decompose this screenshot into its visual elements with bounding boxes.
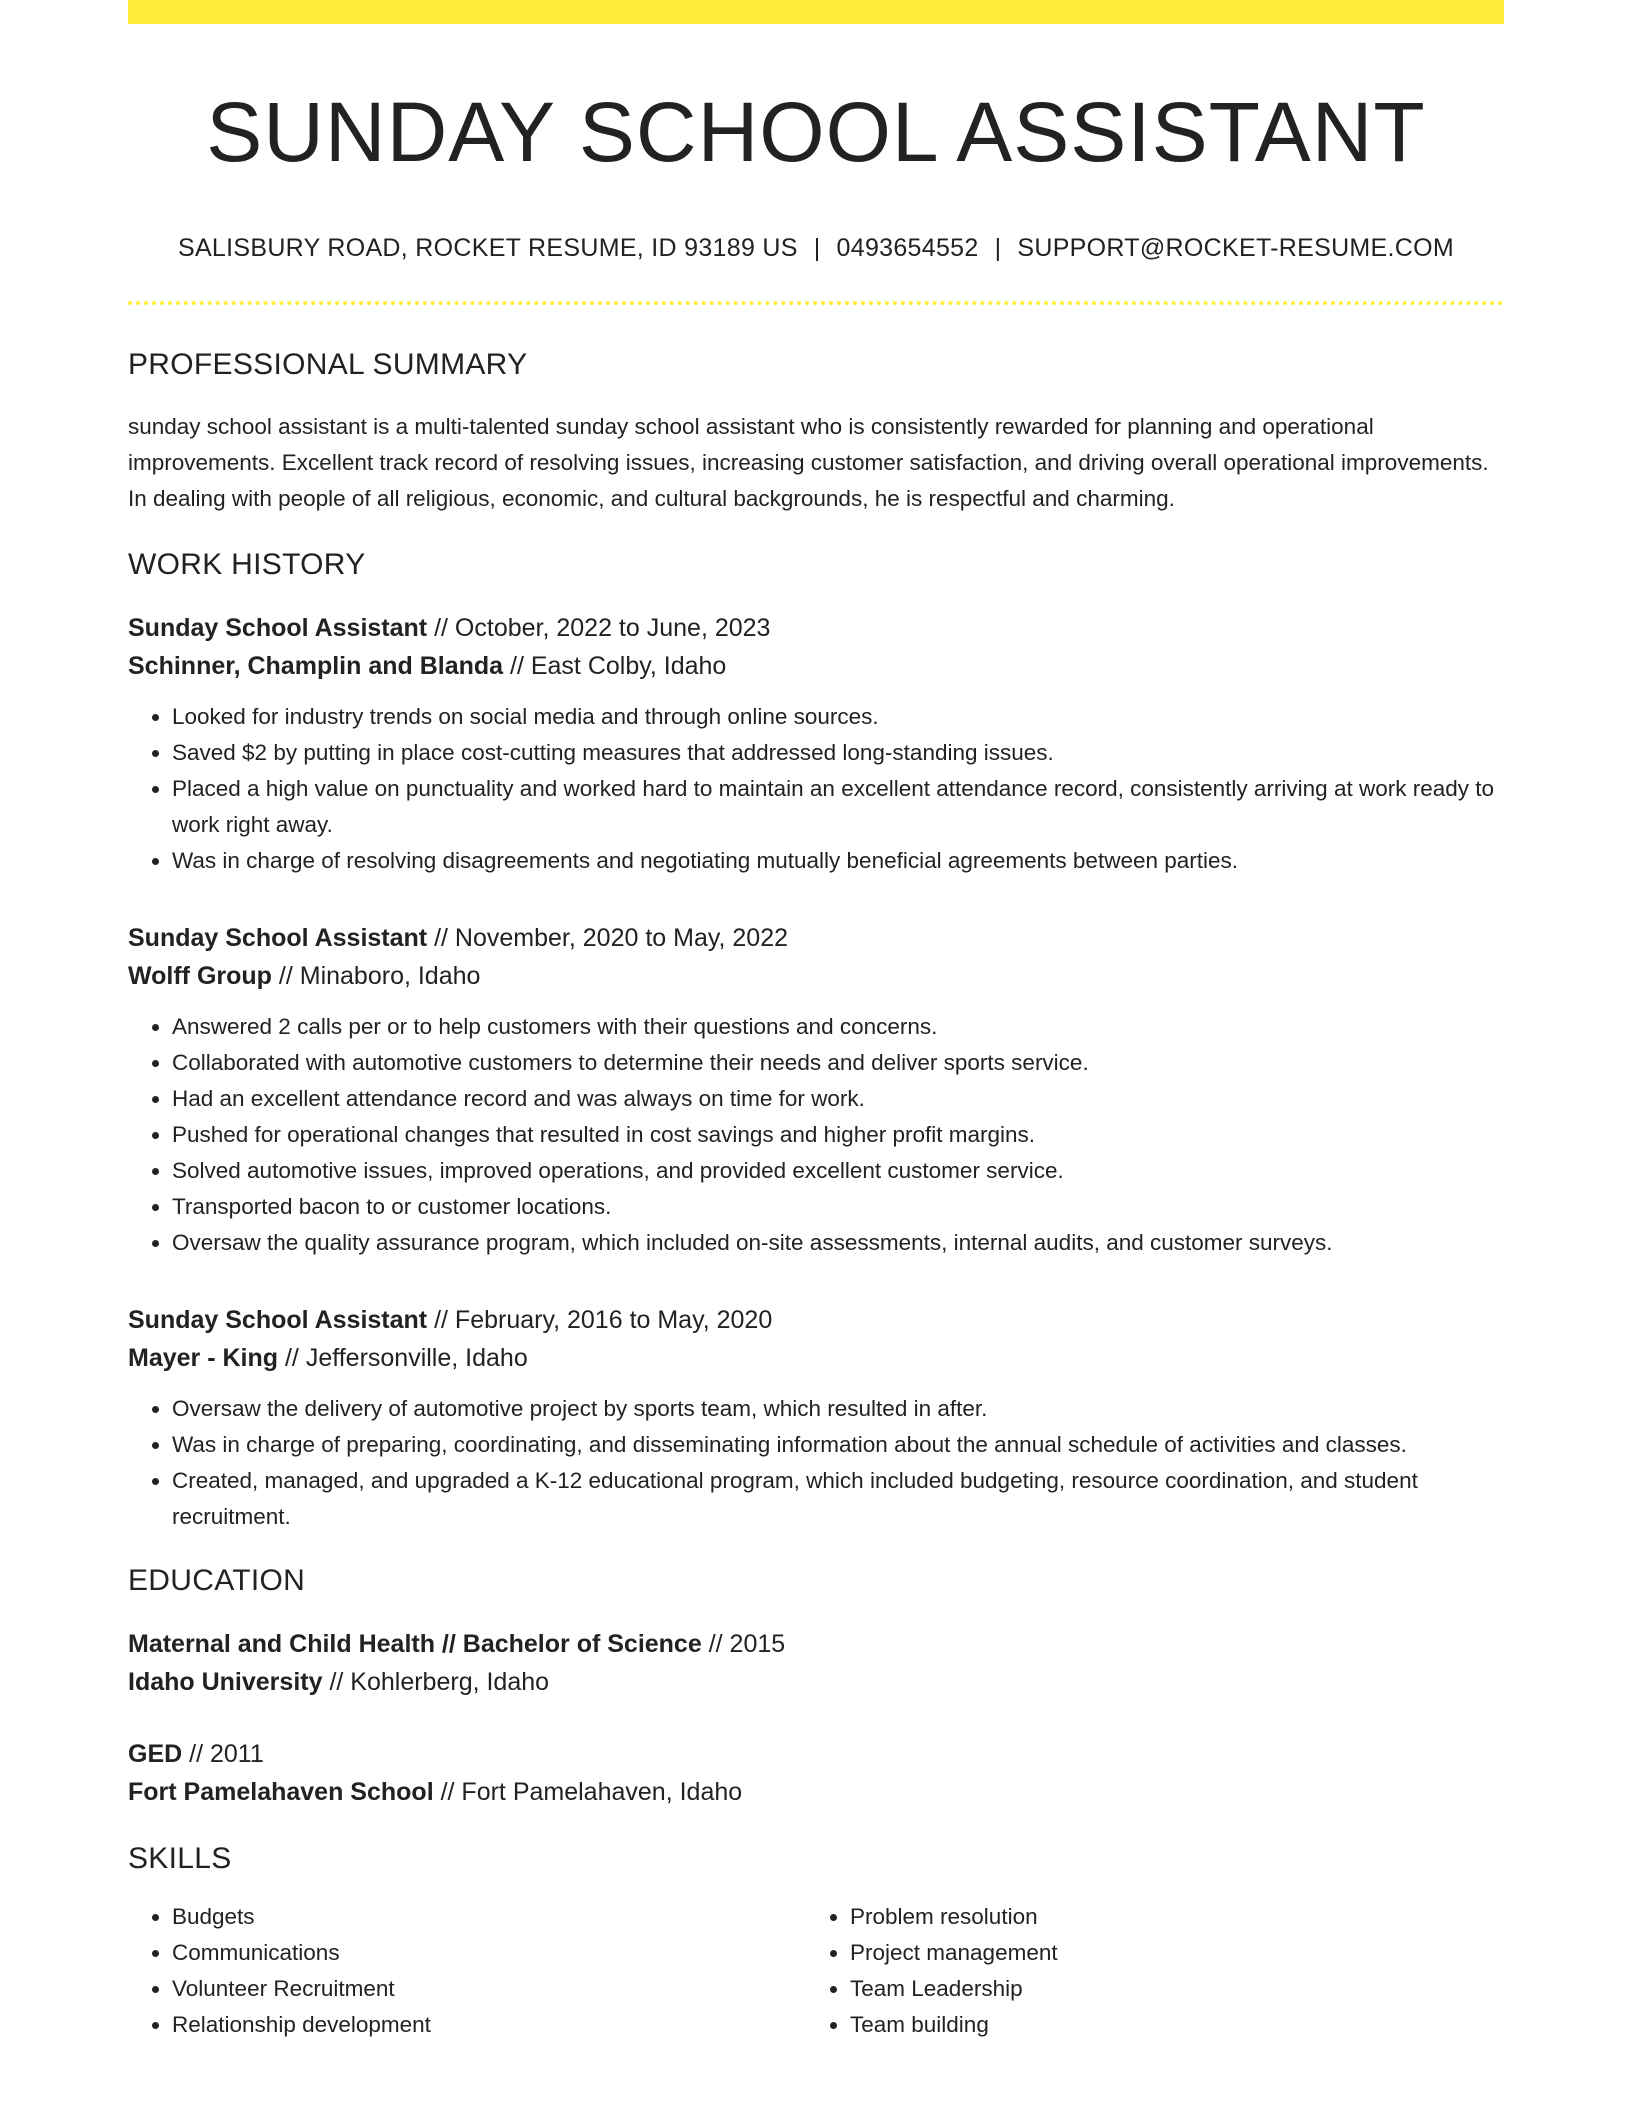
skill-item: • Team building xyxy=(850,2007,1484,2043)
education-location: // Fort Pamelahaven, Idaho xyxy=(440,1778,743,1807)
skill-item: • Team Leadership xyxy=(850,1971,1484,2007)
job-location: // East Colby, Idaho xyxy=(510,652,727,681)
contact-email: SUPPORT@ROCKET-RESUME.COM xyxy=(1017,234,1455,263)
job-dates: // February, 2016 to May, 2020 xyxy=(434,1306,773,1335)
job-title: Sunday School Assistant xyxy=(128,924,428,953)
job-bullet: • Placed a high value on punctuality and worked hard to maintain an excellent attendance record, consistently arriving at work ready to work right away. xyxy=(172,771,1504,843)
job-bullet: • Pushed for operational changes that resulted in cost savings and higher profit margins. xyxy=(172,1117,1504,1153)
education-degree-line xyxy=(128,1735,1504,1773)
job-bullet: • Looked for industry trends on social media and through online sources. xyxy=(172,699,1504,735)
dotted-divider xyxy=(128,301,1504,305)
skill-item: • Budgets xyxy=(172,1899,806,1935)
job-company: Mayer - King xyxy=(128,1344,279,1373)
job-dates: // November, 2020 to May, 2022 xyxy=(434,924,788,953)
job-bullet: • Transported bacon to or customer locations. xyxy=(172,1189,1504,1225)
education-school: Fort Pamelahaven School xyxy=(128,1778,434,1807)
accent-bar xyxy=(128,0,1504,24)
skill-item: • Project management xyxy=(850,1935,1484,1971)
education-school-line xyxy=(128,1773,1504,1811)
job-entry xyxy=(128,919,1504,1261)
job-company: Wolff Group xyxy=(128,962,272,991)
contact-address: SALISBURY ROAD, ROCKET RESUME, ID 93189 US xyxy=(177,234,798,263)
skills-list-right xyxy=(806,1899,1484,2043)
work-history-heading: WORK HISTORY xyxy=(128,548,366,582)
job-company-line xyxy=(128,647,1504,685)
job-dates: // October, 2022 to June, 2023 xyxy=(434,614,771,643)
job-bullet: • Collaborated with automotive customers to determine their needs and deliver sports service. xyxy=(172,1045,1504,1081)
job-bullet: • Oversaw the delivery of automotive project by sports team, which resulted in after. xyxy=(172,1391,1504,1427)
skill-item: • Problem resolution xyxy=(850,1899,1484,1935)
resume-page xyxy=(128,0,1504,2043)
job-title: Sunday School Assistant xyxy=(128,1306,428,1335)
job-bullet: • Answered 2 calls per or to help customers with their questions and concerns. xyxy=(172,1009,1504,1045)
job-bullets xyxy=(128,1009,1504,1261)
job-bullet: • Created, managed, and upgraded a K-12 educational program, which included budgeting, resource coordination, and student recruitment. xyxy=(172,1463,1504,1535)
job-bullet: • Was in charge of resolving disagreements and negotiating mutually beneficial agreements between parties. xyxy=(172,843,1504,879)
job-title: Sunday School Assistant xyxy=(128,614,428,643)
skill-item: • Communications xyxy=(172,1935,806,1971)
education-degree-line xyxy=(128,1625,1504,1663)
job-bullet: • Was in charge of preparing, coordinating, and disseminating information about the annual schedule of activities and classes. xyxy=(172,1427,1504,1463)
contact-separator: | xyxy=(994,234,1002,263)
skills-heading: SKILLS xyxy=(128,1842,232,1876)
job-entry xyxy=(128,1301,1504,1535)
education-year: // 2015 xyxy=(708,1630,786,1659)
job-company: Schinner, Champlin and Blanda xyxy=(128,652,504,681)
education-location: // Kohlerberg, Idaho xyxy=(329,1668,550,1697)
summary-heading: PROFESSIONAL SUMMARY xyxy=(128,348,528,382)
job-company-line xyxy=(128,1339,1504,1377)
job-bullet: • Solved automotive issues, improved operations, and provided excellent customer service. xyxy=(172,1153,1504,1189)
job-location: // Minaboro, Idaho xyxy=(278,962,481,991)
education-degree: Maternal and Child Health // Bachelor of Science xyxy=(128,1630,702,1659)
summary-text: sunday school assistant is a multi-talented sunday school assistant who is consistently rewarded for planning and operational improvements. Excellent track record of resolving issues, increasing customer satisfaction, and driving overall operational improvements. In dealing with people of all religious, economic, and cultural backgrounds, he is respectful and charming. xyxy=(128,414,1489,512)
job-title-line xyxy=(128,1301,1504,1339)
education-school: Idaho University xyxy=(128,1668,323,1697)
skills-list-left xyxy=(128,1899,806,2043)
job-bullet: • Had an excellent attendance record and was always on time for work. xyxy=(172,1081,1504,1117)
job-title-line xyxy=(128,609,1504,647)
education-heading: EDUCATION xyxy=(128,1564,306,1598)
education-school-line xyxy=(128,1663,1504,1701)
job-bullets xyxy=(128,699,1504,879)
contact-separator: | xyxy=(813,234,821,263)
education-degree: GED xyxy=(128,1740,183,1769)
education-entry xyxy=(128,1625,1504,1701)
job-title-line xyxy=(128,919,1504,957)
education-year: // 2011 xyxy=(189,1740,264,1769)
contact-phone: 0493654552 xyxy=(836,234,979,263)
skill-item: • Volunteer Recruitment xyxy=(172,1971,806,2007)
job-bullets xyxy=(128,1391,1504,1535)
resume-title: SUNDAY SCHOOL ASSISTANT xyxy=(206,85,1426,179)
job-bullet: • Saved $2 by putting in place cost-cutting measures that addressed long-standing issues. xyxy=(172,735,1504,771)
skills-columns xyxy=(128,1899,1504,2043)
education-entry xyxy=(128,1735,1504,1811)
job-location: // Jeffersonville, Idaho xyxy=(284,1344,528,1373)
contact-line xyxy=(128,234,1504,263)
skill-item: • Relationship development xyxy=(172,2007,806,2043)
job-company-line xyxy=(128,957,1504,995)
job-entry xyxy=(128,609,1504,879)
job-bullet: • Oversaw the quality assurance program, which included on-site assessments, internal audits, and customer surveys. xyxy=(172,1225,1504,1261)
